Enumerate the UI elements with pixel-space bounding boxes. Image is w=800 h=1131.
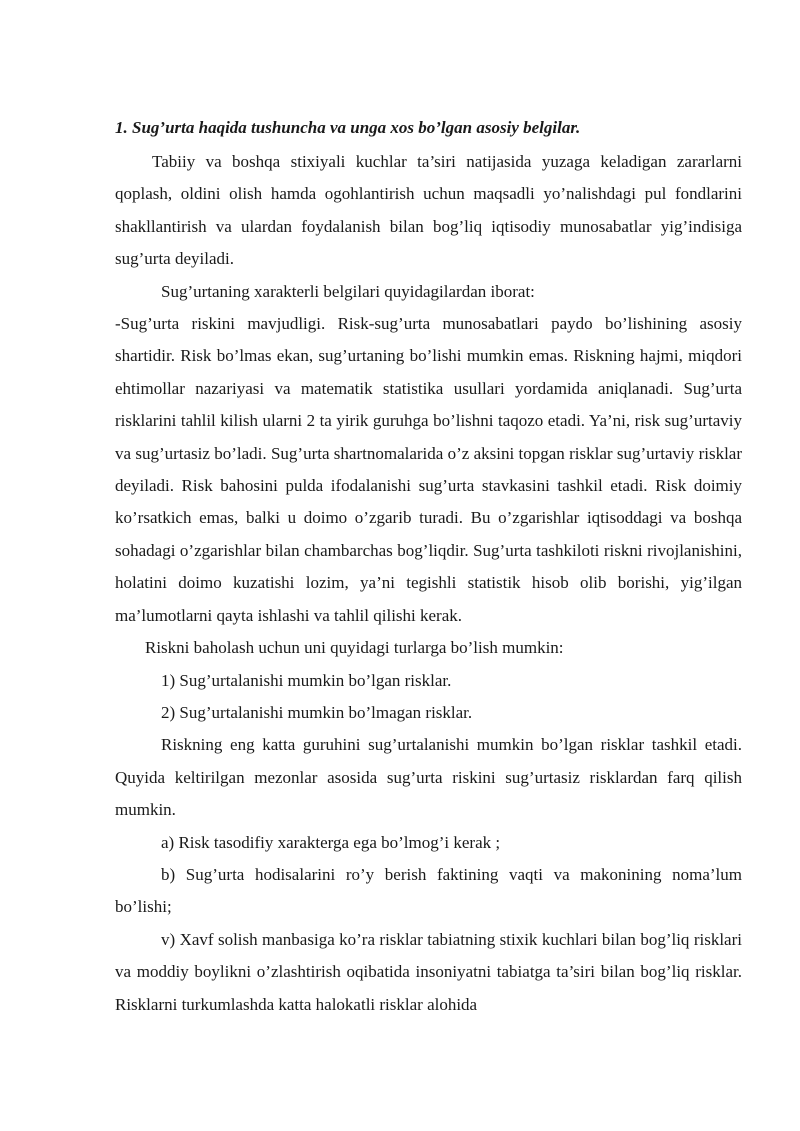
list-item-v: v) Xavf solish manbasiga ko’ra risklar tabiatning stixik kuchlari bilan bog’liq risklari va moddiy boylikni o’zlashtirish oqibatida insoniyatni tabiatga ta’siri bilan bog’liq risklar. Risklarni turkumlashda katta halokatli risklar alohida	[115, 929, 742, 1014]
paragraph-criteria: Riskning eng katta guruhini sug’urtalanishi mumkin bo’lgan risklar tashkil etadi. Quyida keltirilgan mezonlar asosida sug’urta riskini sug’urtasiz risklardan farq qilish mumkin.	[115, 735, 742, 820]
paragraph-risk-types-intro: Riskni baholash uchun uni quyidagi turlarga bo’lish mumkin:	[145, 638, 564, 658]
paragraph-definition: Tabiiy va boshqa stixiyali kuchlar ta’siri natijasida yuzaga keladigan zararlarni qoplash, oldini olish hamda ogohlantirish uchun maqsadli yo’nalishdagi pul fondlarini shakllantirish va ulardan foydalanish bilan bog’liq iqtisodiy munosabatlar yig’indisiga sug’urta deyiladi.	[115, 152, 742, 269]
list-item-b: b) Sug’urta hodisalarini ro’y berish faktining vaqti va makonining noma’lum bo’lishi;	[115, 864, 742, 917]
list-item-a: a) Risk tasodifiy xarakterga ega bo’lmog’i kerak ;	[161, 832, 501, 852]
list-item-uninsurable: 2) Sug’urtalanishi mumkin bo’lmagan risklar.	[161, 702, 473, 722]
paragraph-features-intro: Sug’urtaning xarakterli belgilari quyidagilardan iborat:	[161, 281, 535, 301]
section-heading: 1. Sug’urta haqida tushuncha va unga xos bo’lgan asosiy belgilar.	[115, 118, 581, 137]
list-item-insurable: 1) Sug’urtalanishi mumkin bo’lgan risklar.	[161, 670, 452, 690]
body-text	[115, 146, 742, 1021]
paragraph-risk-existence: -Sug’urta riskini mavjudligi. Risk-sug’urta munosabatlari paydo bo’lishining asosiy shartidir. Risk bo’lmas ekan, sug’urtaning bo’lishi mumkin emas. Riskning hajmi, miqdori ehtimollar nazariyasi va matematik statistika usullari yordamida aniqlanadi. Sug’urta risklarini tahlil kilish ularni 2 ta yirik guruhga bo’lishni taqozo etadi. Ya’ni, risk sug’urtaviy va sug’urtasiz bo’ladi. Sug’urta shartnomalarida o’z aksini topgan risklar sug’urtaviy risklar deyiladi. Risk bahosini pulda ifodalanishi sug’urta stavkasini tashkil etadi. Risk doimiy ko’rsatkich emas, balki u doimo o’zgarib turadi. Bu o’zgarishlar iqtisoddagi va boshqa sohadagi o’zgarishlar bilan chambarchas bog’liqdir. Sug’urta tashkiloti riskni rivojlanishini, holatini doimo kuzatishi lozim, ya’ni tegishli statistik hisob olib borishi, yig’ilgan ma’lumotlarni qayta ishlashi va tahlil qilishi kerak.	[115, 314, 742, 625]
